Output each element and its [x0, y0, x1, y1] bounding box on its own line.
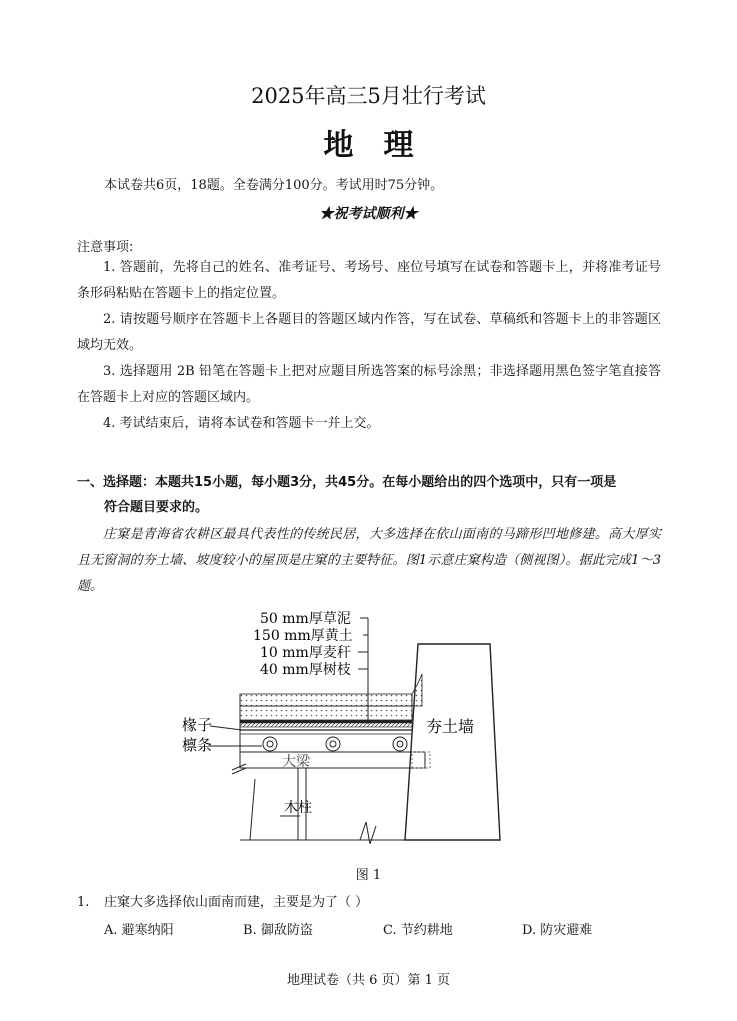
notice-item-4: 4. 考试结束后，请将本试卷和答题卡一并上交。 — [103, 416, 380, 431]
notice-heading: 注意事项: — [77, 240, 134, 255]
mud-layer — [240, 694, 412, 706]
beam-rect — [240, 752, 425, 768]
label-straw: 10 mm厚麦秆 — [260, 645, 351, 661]
exam-title: 2025年高三5月壮行考试 — [251, 84, 486, 108]
label-purlin: 檩条 — [182, 736, 213, 754]
label-loess: 150 mm厚黄土 — [253, 628, 353, 644]
subject-title: 地理 — [323, 128, 444, 163]
question-number: 1. — [77, 895, 90, 910]
label-beam: 大梁 — [282, 754, 310, 770]
option-b: B. 御敌防盗 — [243, 923, 313, 938]
passage-text: 庄窠是青海省农耕区最具代表性的传统民居，大多选择在依山面南的马蹄形凹地修建。高大厚实且无窗洞的夯土墙、坡度较小的屋顶是庄窠的主要特征。图1示意庄窠构造（侧视图）。据此完成1～3题。 — [77, 527, 661, 594]
exam-intro: 本试卷共6页，18题。全卷满分100分。考试用时75分钟。 — [104, 178, 444, 193]
label-branch: 40 mm厚树枝 — [260, 662, 351, 678]
straw-layer — [240, 720, 412, 723]
label-rafter: 椽子 — [182, 716, 213, 734]
notice-item-1: 1. 答题前，先将自己的姓名、准考证号、考场号、座位号填写在试卷和答题卡上，并将准考证号条形码粘贴在答题卡上的指定位置。 — [77, 260, 661, 301]
good-luck-banner: ★祝考试顺利★ — [319, 206, 418, 222]
question-1 — [77, 891, 368, 910]
label-column: 木柱 — [284, 800, 312, 816]
option-c: C. 节约耕地 — [383, 923, 453, 938]
option-a: A. 避寒纳阳 — [104, 923, 174, 938]
option-d: D. 防灾避难 — [522, 923, 593, 938]
section-heading-cont: 符合题目要求的。 — [104, 500, 209, 515]
rammed-earth-wall — [405, 644, 500, 840]
branch-layer — [240, 723, 412, 727]
figure-caption: 图 1 — [355, 868, 382, 883]
question-stem: 庄窠大多选择依山面南而建，主要是为了（ ） — [104, 895, 369, 910]
loess-layer — [240, 706, 412, 720]
section-heading: 一、选择题：本题共15小题，每小题3分，共45分。在每小题给出的四个选项中，只有一项是 — [77, 475, 617, 490]
notice-item-2: 2. 请按题号顺序在答题卡上各题目的答题区域内作答，写在试卷、草稿纸和答题卡上的非答题区域均无效。 — [77, 312, 661, 353]
label-mud: 50 mm厚草泥 — [260, 611, 351, 627]
page-footer: 地理试卷（共 6 页）第 1 页 — [286, 973, 451, 988]
label-wall: 夯土墙 — [426, 717, 475, 736]
notice-item-3: 3. 选择题用 2B 铅笔在答题卡上把对应题目所选答案的标号涂黑；非选择题用黑色签字笔直接答在答题卡上对应的答题区域内。 — [77, 364, 661, 405]
zhuangke-structure-diagram — [150, 604, 590, 844]
purlin-row — [263, 737, 407, 751]
